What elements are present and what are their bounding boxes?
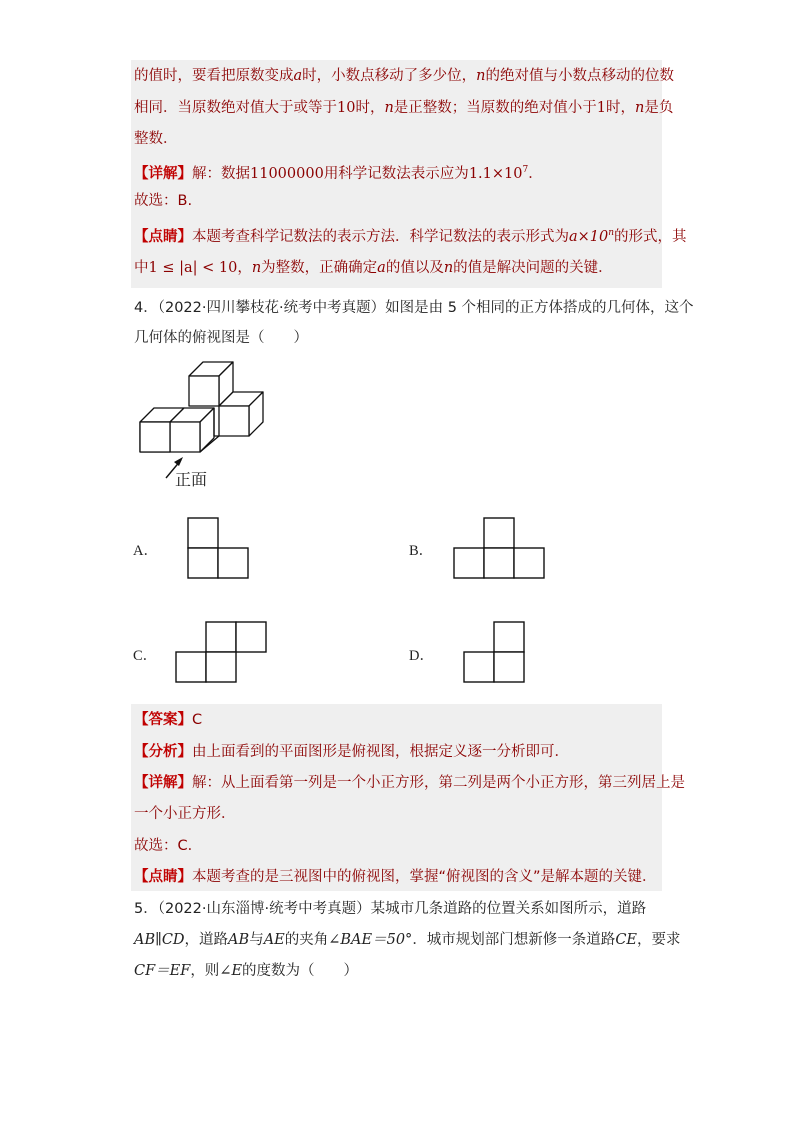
detail-line-1: 【详解】解：从上面看第一列是一个小正方形，第二列是两个小正方形，第三列居上是: [134, 775, 685, 791]
figure-caption: 正面: [175, 470, 208, 489]
question-5-line-1: 5．（2022·山东淄博·统考中考真题）某城市几条道路的位置关系如图所示，道路: [134, 901, 647, 917]
analysis-line-2: 相同．当原数绝对值大于或等于10时，n是正整数；当原数的绝对值小于1时，n是负: [134, 100, 674, 116]
question-4-line-1: 4．（2022·四川攀枝花·统考中考真题）如图是由 5 个相同的正方体搭成的几何体，这个: [134, 300, 694, 316]
question-5-line-2: AB∥CD，道路AB与AE的夹角∠BAE＝50°．城市规划部门想新修一条道路CE，要求: [134, 932, 681, 948]
detail-line-2: 一个小正方形．: [134, 806, 236, 822]
comment-line-1: 【点睛】本题考查科学记数法的表示方法．科学记数法的表示形式为$a\times 10^n$的形式，其: [134, 228, 687, 245]
option-b-label[interactable]: B．: [409, 543, 434, 559]
cube-back-right: [219, 392, 263, 436]
detail-line: 【详解】解：数据11000000用科学记数法表示应为$1.1\times 10^7$．: [134, 165, 543, 182]
option-d-label[interactable]: D．: [409, 648, 434, 664]
option-d-figure[interactable]: [463, 621, 525, 683]
comment-line-2: 中1 ≤ |a| < 10，n为整数，正确确定a的值以及n的值是解决问题的关键．: [134, 260, 613, 276]
answer-line: 【答案】C: [134, 712, 203, 728]
question-5-line-3: CF＝EF，则∠E的度数为（ ）: [134, 963, 359, 979]
choice-line-4: 故选：C．: [134, 838, 203, 854]
question-4-line-2: 几何体的俯视图是（ ）: [134, 330, 308, 346]
option-c-figure[interactable]: [175, 621, 267, 683]
comment-line-4: 【点睛】本题考查的是三视图中的俯视图，掌握“俯视图的含义”是解本题的关键．: [134, 869, 657, 885]
analysis-line: 【分析】由上面看到的平面图形是俯视图，根据定义逐一分析即可．: [134, 744, 569, 760]
analysis-line-1: 的值时，要看把原数变成a时，小数点移动了多少位，n的绝对值与小数点移动的位数: [134, 68, 674, 84]
option-a-label[interactable]: A．: [133, 543, 158, 559]
option-c-label[interactable]: C．: [133, 648, 158, 664]
choice-line: 故选：B.: [134, 193, 193, 209]
analysis-line-3: 整数．: [134, 131, 178, 147]
cube-figure: [137, 358, 277, 488]
option-b-figure[interactable]: [453, 517, 545, 579]
solution-block-4: [131, 704, 662, 891]
option-a-figure[interactable]: [187, 517, 249, 579]
